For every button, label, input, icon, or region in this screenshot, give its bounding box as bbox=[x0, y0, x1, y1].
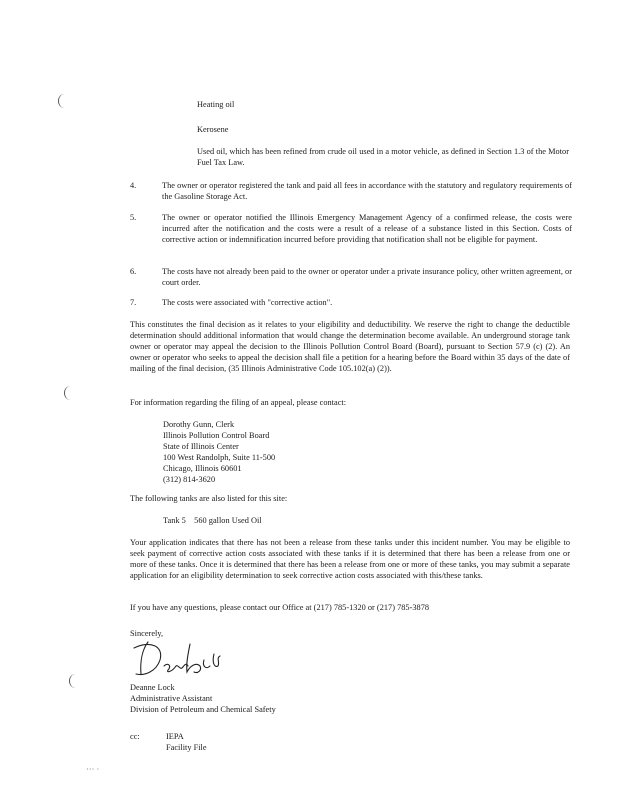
item-number: 5. bbox=[130, 213, 137, 222]
sub-item-heating-oil: Heating oil bbox=[197, 100, 235, 109]
appeal-address-block bbox=[163, 419, 275, 485]
address-line: (312) 814-3620 bbox=[163, 475, 216, 484]
address-line: Illinois Pollution Control Board bbox=[163, 431, 270, 440]
item-text: The costs have not already been paid to the owner or operator under a private insurance policy, other written agreement, or court order. bbox=[162, 267, 572, 287]
closing-salutation: Sincerely, bbox=[130, 629, 164, 638]
application-paragraph: Your application indicates that there has not been a release from these tanks under this incident number. You may be eligible to seek payment of corrective action costs associated with these tanks if it is determined that there has been a release from one or more of these tanks. Once it is determined that there has been a release from one or more of these tanks, you may submit a separate application for an eligibility determination to seek corrective action costs associated with this/these tanks. bbox=[130, 538, 570, 580]
address-line: Chicago, Illinois 60601 bbox=[163, 464, 242, 473]
address-line: Dorothy Gunn, Clerk bbox=[163, 420, 235, 429]
item-number: 4. bbox=[130, 181, 137, 190]
cc-item: Facility File bbox=[166, 743, 207, 752]
sub-item-kerosene: Kerosene bbox=[197, 125, 229, 134]
tank-line: Tank 5 560 gallon Used Oil bbox=[163, 516, 262, 525]
cc-label: cc: bbox=[130, 732, 140, 741]
tanks-listed-paragraph: The following tanks are also listed for this site: bbox=[130, 494, 288, 503]
address-line: 100 West Randolph, Suite 11-500 bbox=[163, 453, 276, 462]
item-text: The owner or operator notified the Illinois Emergency Management Agency of a confirmed release, the costs were incurred after the notification and the costs were a result of a release of a substance listed in this Section. Costs of corrective action or indemnification incurred before providing that notification shall not be eligible for payment. bbox=[162, 213, 572, 244]
questions-paragraph: If you have any questions, please contact our Office at (217) 785-1320 or (217) 785-3878 bbox=[130, 603, 430, 612]
punch-hole-mark bbox=[69, 674, 82, 688]
final-decision-paragraph: This constitutes the final decision as it relates to your eligibility and deductibility. We reserve the right to change the deductible determination should additional information that would change the determination become available. An underground storage tank owner or operator may appeal the decision to the Illinois Pollution Control Board (Board), pursuant to Section 57.9 (c) (2). An owner or operator who seeks to appeal the decision shall file a petition for a hearing before the Board within 35 days of the date of mailing of the final decision, (35 Illinois Administrative Code 105.102(a) (2)). bbox=[130, 320, 570, 373]
signer-title: Administrative Assistant bbox=[130, 694, 213, 703]
punch-hole-mark bbox=[58, 94, 71, 108]
footer-mark: ··· · bbox=[86, 765, 100, 774]
punch-hole-mark bbox=[64, 386, 77, 400]
sub-item-used-oil: Used oil, which has been refined from crude oil used in a motor vehicle, as defined in Section 1.3 of the Motor Fuel Tax Law. bbox=[197, 147, 569, 167]
item-number: 6. bbox=[130, 267, 137, 276]
item-text: The owner or operator registered the tank and paid all fees in accordance with the statutory and regulatory requirements of the Gasoline Storage Act. bbox=[162, 181, 572, 201]
signer-name: Deanne Lock bbox=[130, 683, 175, 692]
item-number: 7. bbox=[130, 298, 137, 307]
signature bbox=[120, 636, 230, 682]
cc-list bbox=[166, 731, 207, 753]
item-text: The costs were associated with "corrective action". bbox=[162, 298, 333, 307]
signer-division: Division of Petroleum and Chemical Safety bbox=[130, 705, 276, 714]
address-line: State of Illinois Center bbox=[163, 442, 239, 451]
cc-item: IEPA bbox=[166, 732, 184, 741]
appeal-contact-paragraph: For information regarding the filing of an appeal, please contact: bbox=[130, 398, 347, 407]
